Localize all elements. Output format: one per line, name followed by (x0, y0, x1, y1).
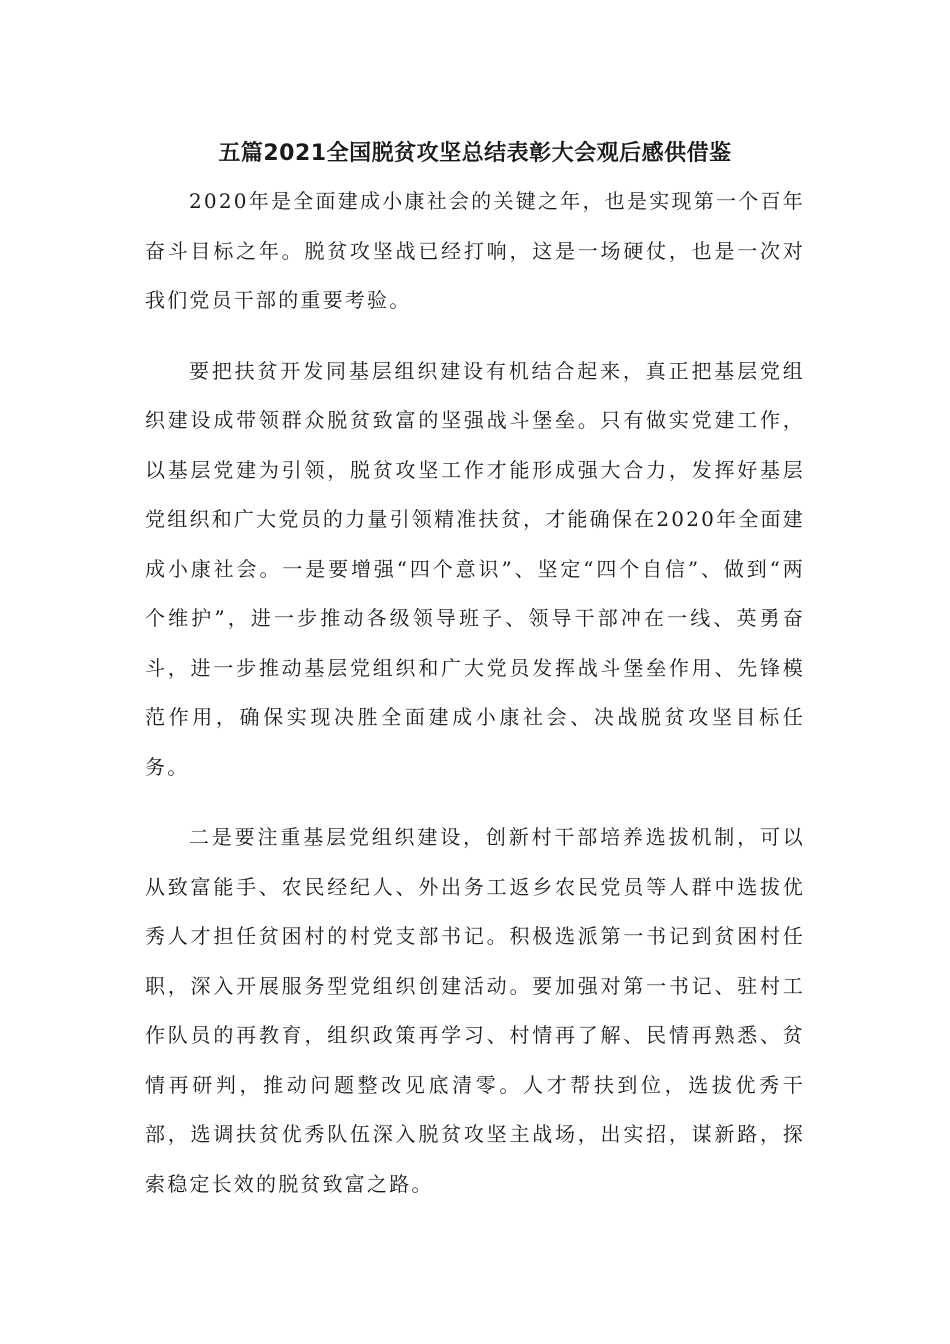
paragraph-1: 2020年是全面建成小康社会的关键之年，也是实现第一个百年奋斗目标之年。脱贫攻坚战已经打响，这是一场硬仗，也是一次对我们党员干部的重要考验。 (145, 189, 805, 312)
document-body (145, 177, 805, 1230)
document-title: 五篇2021全国脱贫攻坚总结表彰大会观后感供借鉴 (218, 141, 732, 166)
paragraph-2: 要把扶贫开发同基层组织建设有机结合起来，真正把基层党组织建设成带领群众脱贫致富的坚强战斗堡垒。只有做实党建工作，以基层党建为引领，脱贫攻坚工作才能形成强大合力，发挥好基层党组织和广大党员的力量引领精准扶贫，才能确保在2020年全面建成小康社会。一是要增强“四个意识”、坚定“四个自信”、做到“两个维护”，进一步推动各级领导班子、领导干部冲在一线、英勇奋斗，进一步推动基层党组织和广大党员发挥战斗堡垒作用、先锋模范作用，确保实现决胜全面建成小康社会、决战脱贫攻坚目标任务。 (145, 358, 805, 779)
paragraph-3: 二是要注重基层党组织建设，创新村干部培养选拔机制，可以从致富能手、农民经纪人、外出务工返乡农民党员等人群中选拔优秀人才担任贫困村的村党支部书记。积极选派第一书记到贫困村任职，深入开展服务型党组织创建活动。要加强对第一书记、驻村工作队员的再教育，组织政策再学习、村情再了解、民情再熟悉、贫情再研判，推动问题整改见底清零。人才帮扶到位，选拔优秀干部，选调扶贫优秀队伍深入脱贫攻坚主战场，出实招，谋新路，探索稳定长效的脱贫致富之路。 (145, 825, 805, 1196)
